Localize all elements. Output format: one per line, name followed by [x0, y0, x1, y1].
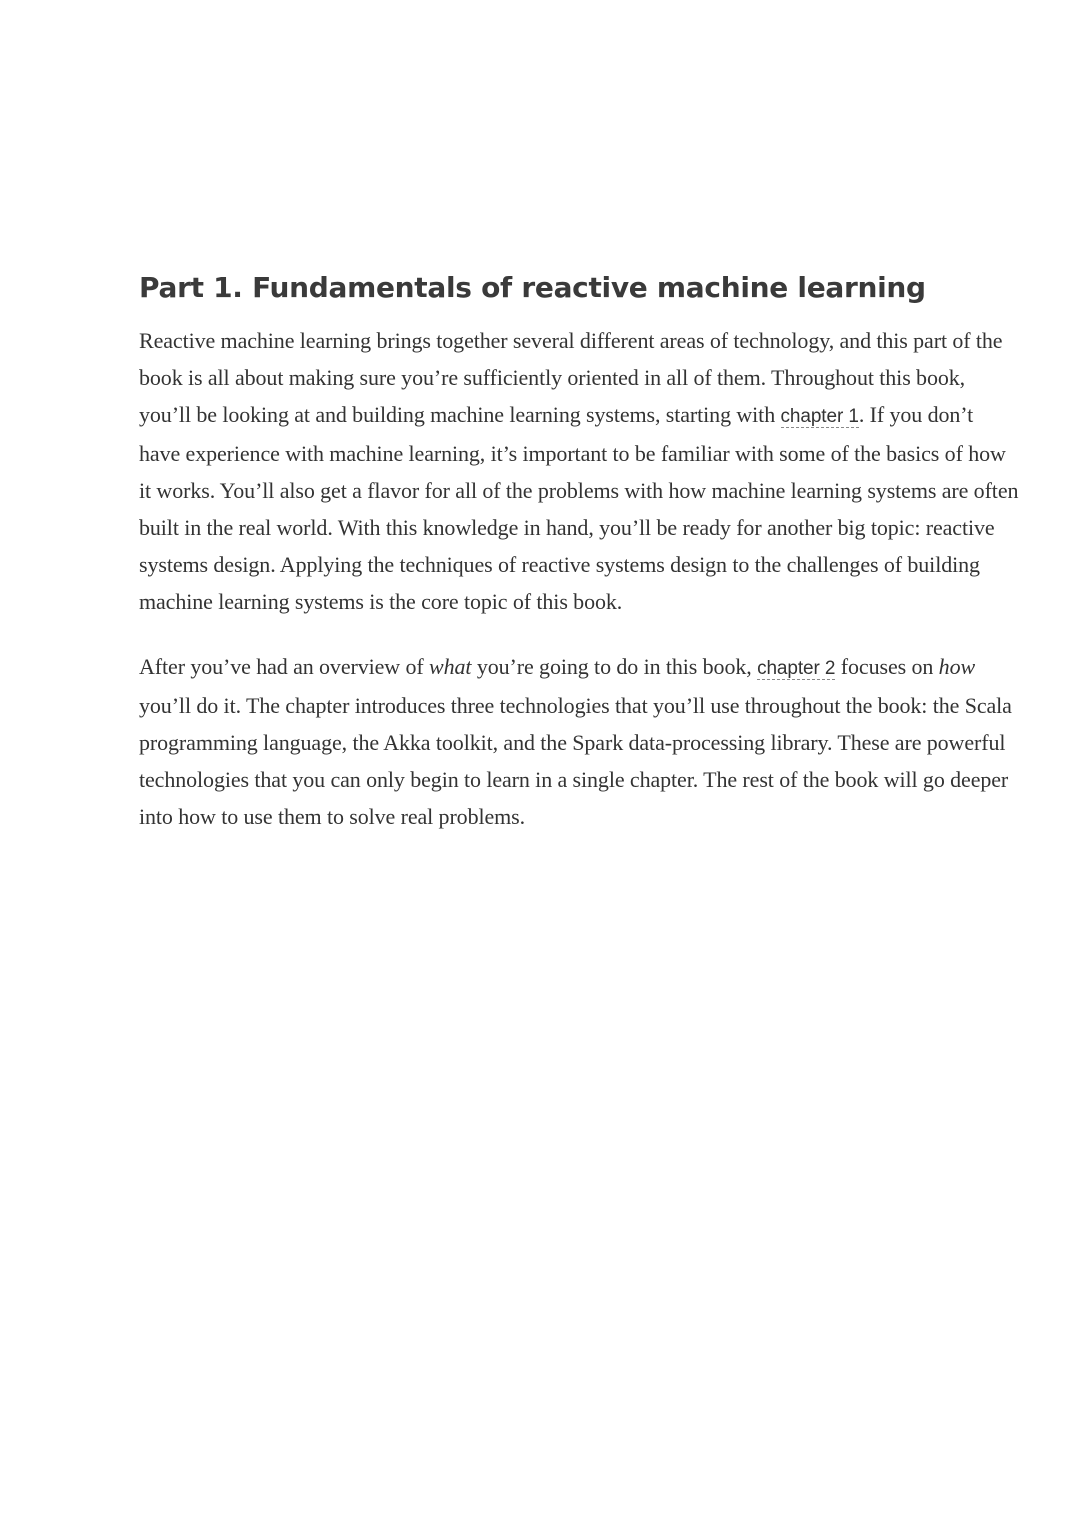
- paragraph-text: you’re going to do in this book,: [471, 654, 758, 679]
- part-title: Part 1. Fundamentals of reactive machine learning: [139, 271, 926, 304]
- paragraph-text: focuses on: [835, 654, 939, 679]
- chapter-1-link[interactable]: chapter 1: [780, 406, 859, 427]
- intro-paragraph: [139, 322, 1019, 620]
- emphasis-how: how: [938, 654, 976, 679]
- overview-paragraph: [139, 648, 1019, 835]
- emphasis-what: what: [429, 654, 472, 679]
- paragraph-text: After you’ve had an overview of: [139, 654, 430, 679]
- page-content: [139, 268, 1019, 835]
- paragraph-text: you’ll do it. The chapter introduces three technologies that you’ll use throughout the book: the Scala programming language, the Akka toolkit, and the Spark data-processing library. These are powerful technologies that you can only begin to learn in a single chapter. The rest of the book will go deeper into how to use them to solve real problems.: [139, 693, 1012, 829]
- chapter-2-link[interactable]: chapter 2: [757, 658, 836, 679]
- paragraph-text: Reactive machine learning brings together several different areas of technology, and this part of the book is all about making sure you’re sufficiently oriented in all of them. Throughout this book, you’ll be looking at and building machine learning systems, starting with: [139, 328, 1003, 427]
- paragraph-text: . If you don’t have experience with machine learning, it’s important to be familiar with some of the basics of how it works. You’ll also get a flavor for all of the problems with how machine learning systems are often built in the real world. With this knowledge in hand, you’ll be ready for another big topic: reactive systems design. Applying the techniques of reactive systems design to the challenges of building machine learning systems is the core topic of this book.: [139, 402, 1019, 614]
